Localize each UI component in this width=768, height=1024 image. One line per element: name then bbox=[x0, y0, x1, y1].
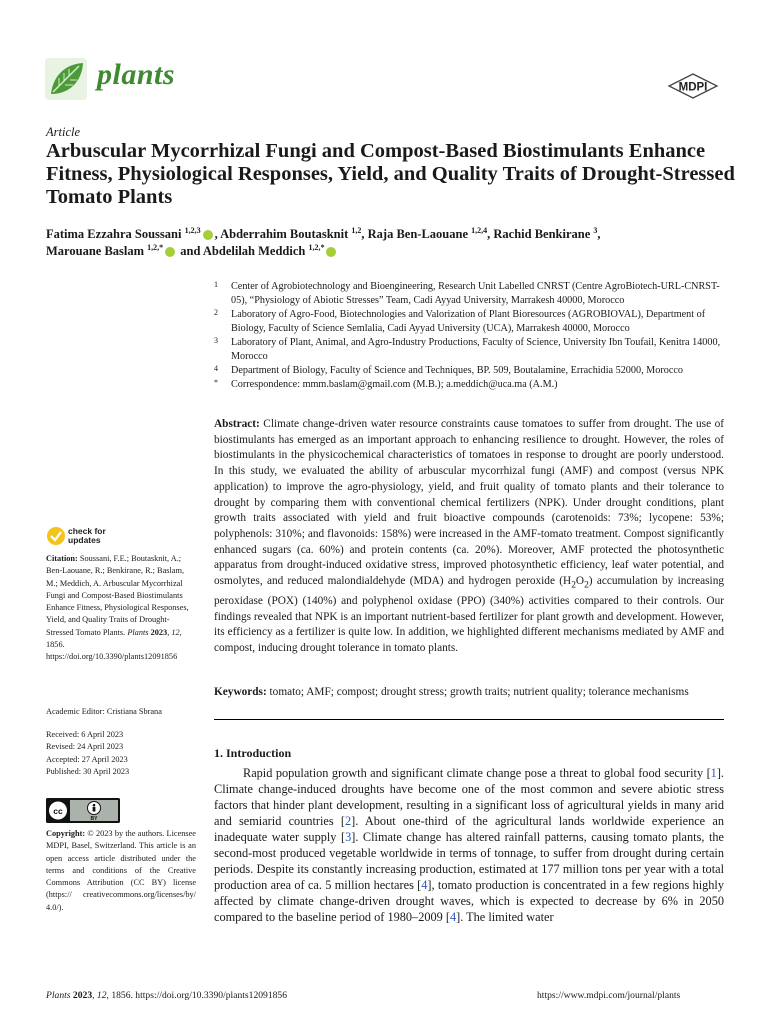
journal-url-link[interactable]: https://www.mdpi.com/journal/plants bbox=[537, 990, 681, 1001]
plants-leaf-logo-icon bbox=[45, 58, 87, 100]
academic-editor: Academic Editor: Cristiana Sbrana bbox=[46, 707, 162, 716]
abstract: Abstract: Climate change-driven water resource constraints cause tomatoes to suffer from drought. The use of biostimulants has emerged as an important approach to enhancing resilience to drought. However, the roles of biostimulants in the physicochemical characteristics of tomatoes in response to drought are poorly understood. In this study, we evaluated the ability of arbuscular mycorrhizal fungi (AMF) and compost (versus NPK application) to improve the agro-physiology, yield, and fruit quality of tomato plants and their tolerance to drought by comparing them with conventional chemical fertilizers (NPK). Under drought conditions, plant growth traits associated with yield and fruit bioactive compounds (carotenoids: 73%; lycopene: 53%; polyphenols: 310%; and flavonoids: 158%) were increased in the AMF-tomato treatment. Compost significantly enhanced sugars (ca. 60%) and protein contents (ca. 20%). Moreover, AMF protected the photosynthetic apparatus from drought-induced oxidative stress, improved photosynthetic efficiency, leaf water potential, and osmolytes, and reduced malondialdehyde (MDA) and hydrogen peroxide $(H_2O_2)$ accumulation by increasing peroxidase (POX) (140%) and polyphenol oxidase (PPO) (340%) activities compared to their controls. Our findings revealed that NPK is an important nutrient-based fertilizer for plant growth and development. However, its efficiency as a fertilizer is quite low. In addition, we highlighted different mechanisms mediated by AMF and compost, inducing drought tolerance in tomato plants. bbox=[214, 418, 724, 655]
author-list: Fatima Ezzahra Soussani $^{1,2,3}$ , Abderrahim Boutasknit $^{1,2}$, Raja Ben-Laouane $^{1,2,4}$, Rachid Benkirane $^3$, Marouane Baslam $^{1,2,*}$ and Abdelilah Meddich $^{1,2,*}$ bbox=[46, 225, 601, 258]
author[interactable]: Abdelilah Meddich $^{1,2,*}$ bbox=[203, 244, 339, 258]
author[interactable]: Raja Ben-Laouane $^{1,2,4}$ bbox=[367, 225, 488, 241]
date-revised: Revised: 24 April 2023 bbox=[46, 742, 124, 752]
orcid-icon[interactable] bbox=[165, 247, 175, 257]
publication-dates bbox=[46, 729, 196, 778]
orcid-icon[interactable] bbox=[326, 247, 336, 257]
reference-link[interactable]: 4 bbox=[421, 878, 428, 892]
copyright-notice: Copyright: © 2023 by the authors. Licensee MDPI, Basel, Switzerland. This article is an open access article distributed under the terms and conditions of the Creative Commons Attribution (CC BY) license (https:// creativecommons.org/licenses/by/ 4.0/). bbox=[46, 829, 196, 912]
affiliation: 2 Laboratory of Agro-Food, Biotechnologies and Valorization of Plant Bioresources (AGROBIOVAL), Department of Biology, Faculty of Science Semlalia, Cadi Ayyad University (UCA), Marrakesh 40000, Morocco bbox=[214, 308, 706, 334]
journal-name: plants bbox=[97, 58, 176, 91]
check-for-updates-icon[interactable] bbox=[46, 526, 66, 546]
reference-link[interactable]: 4 bbox=[449, 910, 457, 924]
date-accepted: Accepted: 27 April 2023 bbox=[46, 754, 128, 764]
paper-title: Arbuscular Mycorrhizal Fungi and Compost-Based Biostimulants Enhance Fitness, Physiological Responses, Yield, and Quality Traits of Drought-Stressed Tomato Plants bbox=[46, 140, 735, 208]
cc-by-license-icon[interactable] bbox=[46, 798, 120, 823]
check-for-updates-label[interactable]: check for updates bbox=[68, 526, 106, 545]
affiliations bbox=[214, 280, 734, 392]
svg-text:cc: cc bbox=[53, 806, 63, 816]
article-type: Article bbox=[46, 125, 81, 139]
author[interactable]: Abderrahim Boutasknit $^{1,2}$ bbox=[220, 225, 362, 241]
reference-link[interactable]: 1 bbox=[710, 766, 717, 780]
author[interactable]: Marouane Baslam $^{1,2,*}$ bbox=[46, 244, 177, 258]
publisher-name: MDPI bbox=[678, 81, 708, 94]
mdpi-logo-icon bbox=[667, 73, 719, 99]
author[interactable]: Rachid Benkirane $^3$ bbox=[493, 225, 598, 241]
introduction-text: Rapid population growth and significant climate change pose a threat to global food security [1]. Climate change-induced droughts have become one of the most common and severe abiotic stress factors that hinder plant development, resulting in a significant loss of agricultural yields in many arid and semiarid countries [2]. About one-third of the agricultural lands worldwide experience an inadequate water supply [3]. Climate change has altered rainfall patterns, causing tomato plants, the second-most produced vegetable worldwide in terms of tonnage, to suffer from drought during certain periods. Despite its constantly increasing production, estimated at 177 million tons per year with a total production area of ca. 5 million hectares [4], tomato production is concentrated in a few regions highly affected by climate change-driven drought waves, which is expected to decrease by 6% in 2050 compared to the baseline period of 1980–2009 [4]. The limited water bbox=[214, 766, 724, 924]
affiliation: 3 Laboratory of Plant, Animal, and Agro-Industry Productions, Faculty of Science, University Ibn Toufail, Kenitra 14000, Morocco bbox=[214, 336, 721, 362]
orcid-icon[interactable] bbox=[203, 230, 213, 240]
section-divider bbox=[214, 719, 724, 720]
reference-link[interactable]: 3 bbox=[345, 830, 352, 844]
date-received: Received: 6 April 2023 bbox=[46, 730, 124, 739]
correspondence: * Correspondence: mmm.baslam@gmail.com (M.B.); a.meddich@uca.ma (A.M.) bbox=[214, 378, 558, 390]
section-heading: 1. Introduction bbox=[214, 746, 292, 760]
affiliation: 1 Center of Agrobiotechnology and Bioengineering, Research Unit Labelled CNRST (Centre AgroBiotech-URL-CNRST-05), “Physiology of Abiotic Stresses” Team, Cadi Ayyad University, Marrakesh 40000, Morocco bbox=[214, 280, 720, 306]
affiliation: 4 Department of Biology, Faculty of Science and Techniques, BP. 509, Boutalamine, Errachidia 52000, Morocco bbox=[214, 364, 683, 376]
citation: Citation: Soussani, F.E.; Boutasknit, A.; Ben-Laouane, R.; Benkirane, R.; Baslam, M.; Meddich, A. Arbuscular Mycorrhizal Fungi and Compost-Based Biostimulants Enhance Fitness, Physiological Responses, Yield, and Quality Traits of Drought-Stressed Tomato Plants. Plants 2023, 12, 1856. https://doi.org/10.3390/plants12091856 bbox=[46, 554, 189, 662]
keywords: Keywords: tomato; AMF; compost; drought stress; growth traits; nutrient quality; tolerance mechanisms bbox=[214, 686, 689, 698]
date-published: Published: 30 April 2023 bbox=[46, 766, 130, 776]
author[interactable]: Fatima Ezzahra Soussani $^{1,2,3}$ bbox=[46, 227, 215, 241]
cc-by-label: BY bbox=[90, 816, 98, 822]
footer-citation: Plants 2023, 12, 1856. https://doi.org/10.3390/plants12091856 bbox=[46, 990, 288, 1001]
reference-link[interactable]: 2 bbox=[345, 814, 352, 828]
